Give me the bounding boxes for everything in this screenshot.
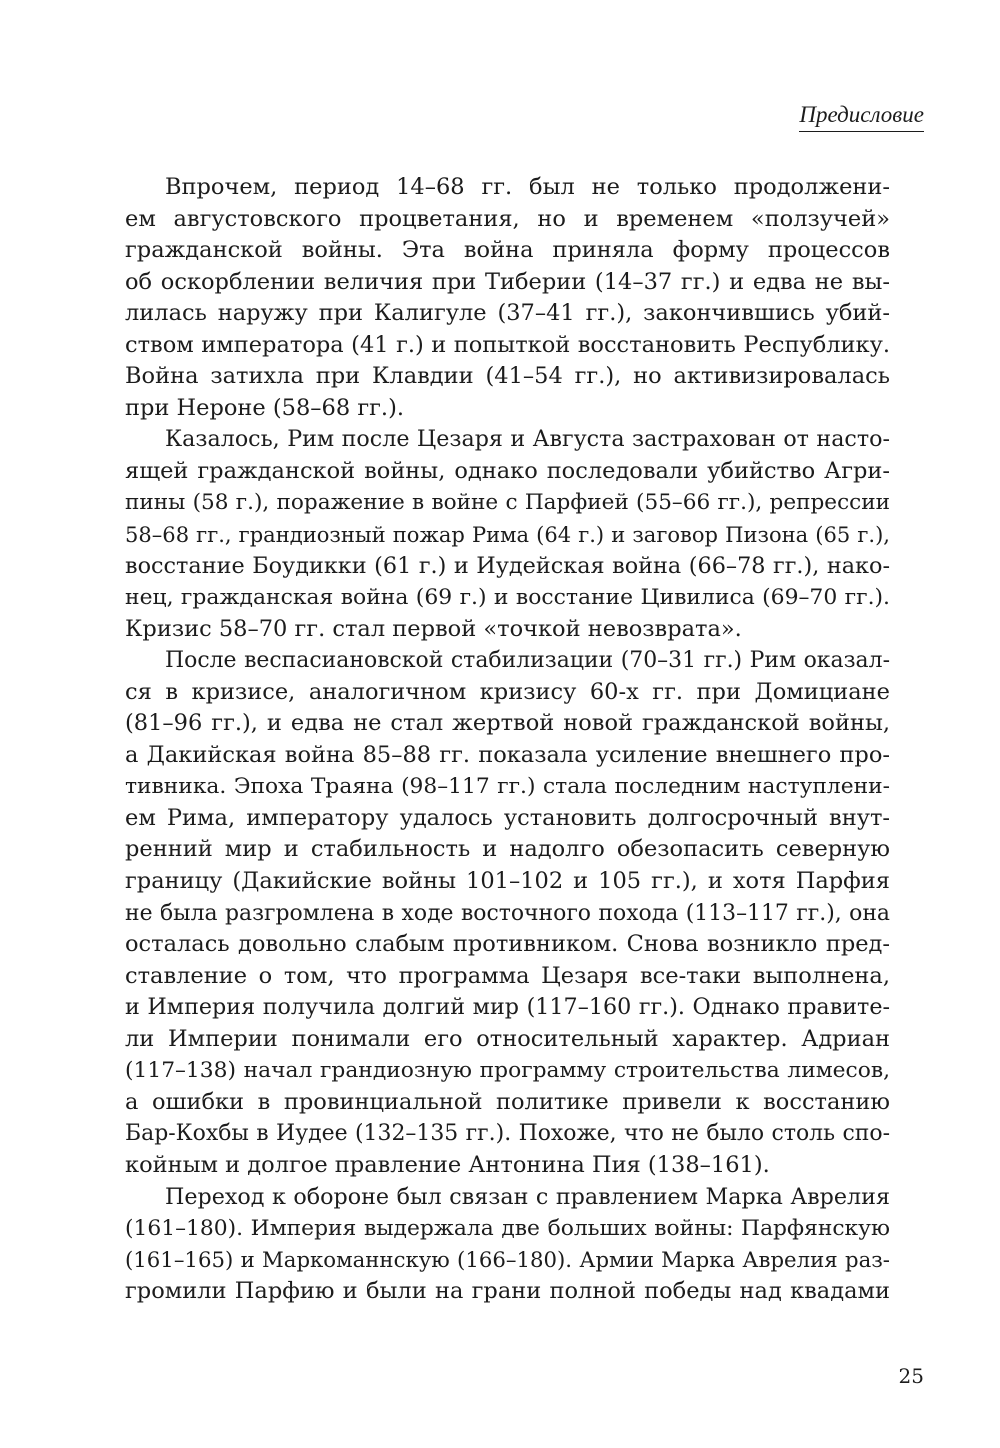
text-line: ством императора (41 г.) и попыткой восстановить Республику. xyxy=(125,331,890,358)
text-line: и Империя получила долгий мир (117–160 гг.). Однако правите- xyxy=(125,994,890,1021)
text-line: Переход к обороне был связан с правлением Марка Аврелия xyxy=(165,1183,890,1210)
text-line: гражданской войны. Эта война приняла форму процессов xyxy=(125,237,890,264)
text-line: (81–96 гг.), и едва не стал жертвой новой гражданской войны, xyxy=(125,710,890,737)
text-line: Кризис 58–70 гг. стал первой «точкой невозврата». xyxy=(125,615,742,642)
body-text xyxy=(125,172,890,1308)
text-line: Война затихла при Клавдии (41–54 гг.), но активизировалась xyxy=(125,363,890,390)
running-head: Предисловие xyxy=(799,100,924,132)
text-line: при Нероне (58–68 гг.). xyxy=(125,394,404,421)
text-line: (161–165) и Маркоманнскую (166–180). Армии Марка Аврелия раз- xyxy=(125,1247,890,1273)
text-line: а Дакийская война 85–88 гг. показала усиление внешнего про- xyxy=(125,741,890,768)
text-line: а ошибки в провинциальной политике привели к восстанию xyxy=(125,1088,890,1115)
text-line: нец, гражданская война (69 г.) и восстание Цивилиса (69–70 гг.). xyxy=(125,585,890,611)
text-line: (161–180). Империя выдержала две больших войны: Парфянскую xyxy=(125,1216,890,1242)
page-number: 25 xyxy=(898,1364,924,1388)
text-line: Впрочем, период 14–68 гг. был не только продолжени- xyxy=(165,174,890,200)
text-line: ренний мир и стабильность и надолго обезопасить северную xyxy=(125,836,890,863)
text-line: тивника. Эпоха Траяна (98–117 гг.) стала последним наступлени- xyxy=(125,774,890,800)
text-line: ем августовского процветания, но и временем «ползучей» xyxy=(125,205,890,232)
text-line: Бар-Кохбы в Иудее (132–135 гг.). Похоже, что не было столь спо- xyxy=(125,1121,890,1147)
text-line: границу (Дакийские войны 101–102 и 105 гг.), и хотя Парфия xyxy=(125,868,890,895)
text-line: ся в кризисе, аналогичном кризису 60-х гг. при Домициане xyxy=(125,678,890,705)
text-line: ставление о том, что программа Цезаря все-таки выполнена, xyxy=(125,962,890,989)
text-line: койным и долгое правление Антонина Пия (138–161). xyxy=(125,1151,770,1178)
text-line: осталась довольно слабым противником. Снова возникло пред- xyxy=(125,931,890,958)
text-line: 58–68 гг., грандиозный пожар Рима (64 г.) и заговор Пизона (65 г.), xyxy=(125,522,890,548)
text-line: Казалось, Рим после Цезаря и Августа застрахован от насто- xyxy=(165,426,890,453)
text-line: лилась наружу при Калигуле (37–41 гг.), закончившись убий- xyxy=(125,300,890,327)
text-line: ли Империи понимали его относительный характер. Адриан xyxy=(125,1025,890,1052)
text-line: ем Рима, императору удалось установить долгосрочный внут- xyxy=(125,804,890,831)
text-line: После веспасиановской стабилизации (70–31 гг.) Рим оказал- xyxy=(165,648,890,674)
text-line: громили Парфию и были на грани полной победы над квадами xyxy=(125,1278,890,1305)
text-line: (117–138) начал грандиозную программу строительства лимесов, xyxy=(125,1058,890,1084)
text-line: пины (58 г.), поражение в войне с Парфией (55–66 гг.), репрессии xyxy=(125,490,890,516)
text-line: восстание Боудикки (61 г.) и Иудейская война (66–78 гг.), нако- xyxy=(125,552,890,579)
text-line: ящей гражданской войны, однако последовали убийство Агри- xyxy=(125,457,890,484)
text-line: не была разгромлена в ходе восточного похода (113–117 гг.), она xyxy=(125,900,890,926)
text-line: об оскорблении величия при Тиберии (14–37 гг.) и едва не вы- xyxy=(125,268,890,295)
